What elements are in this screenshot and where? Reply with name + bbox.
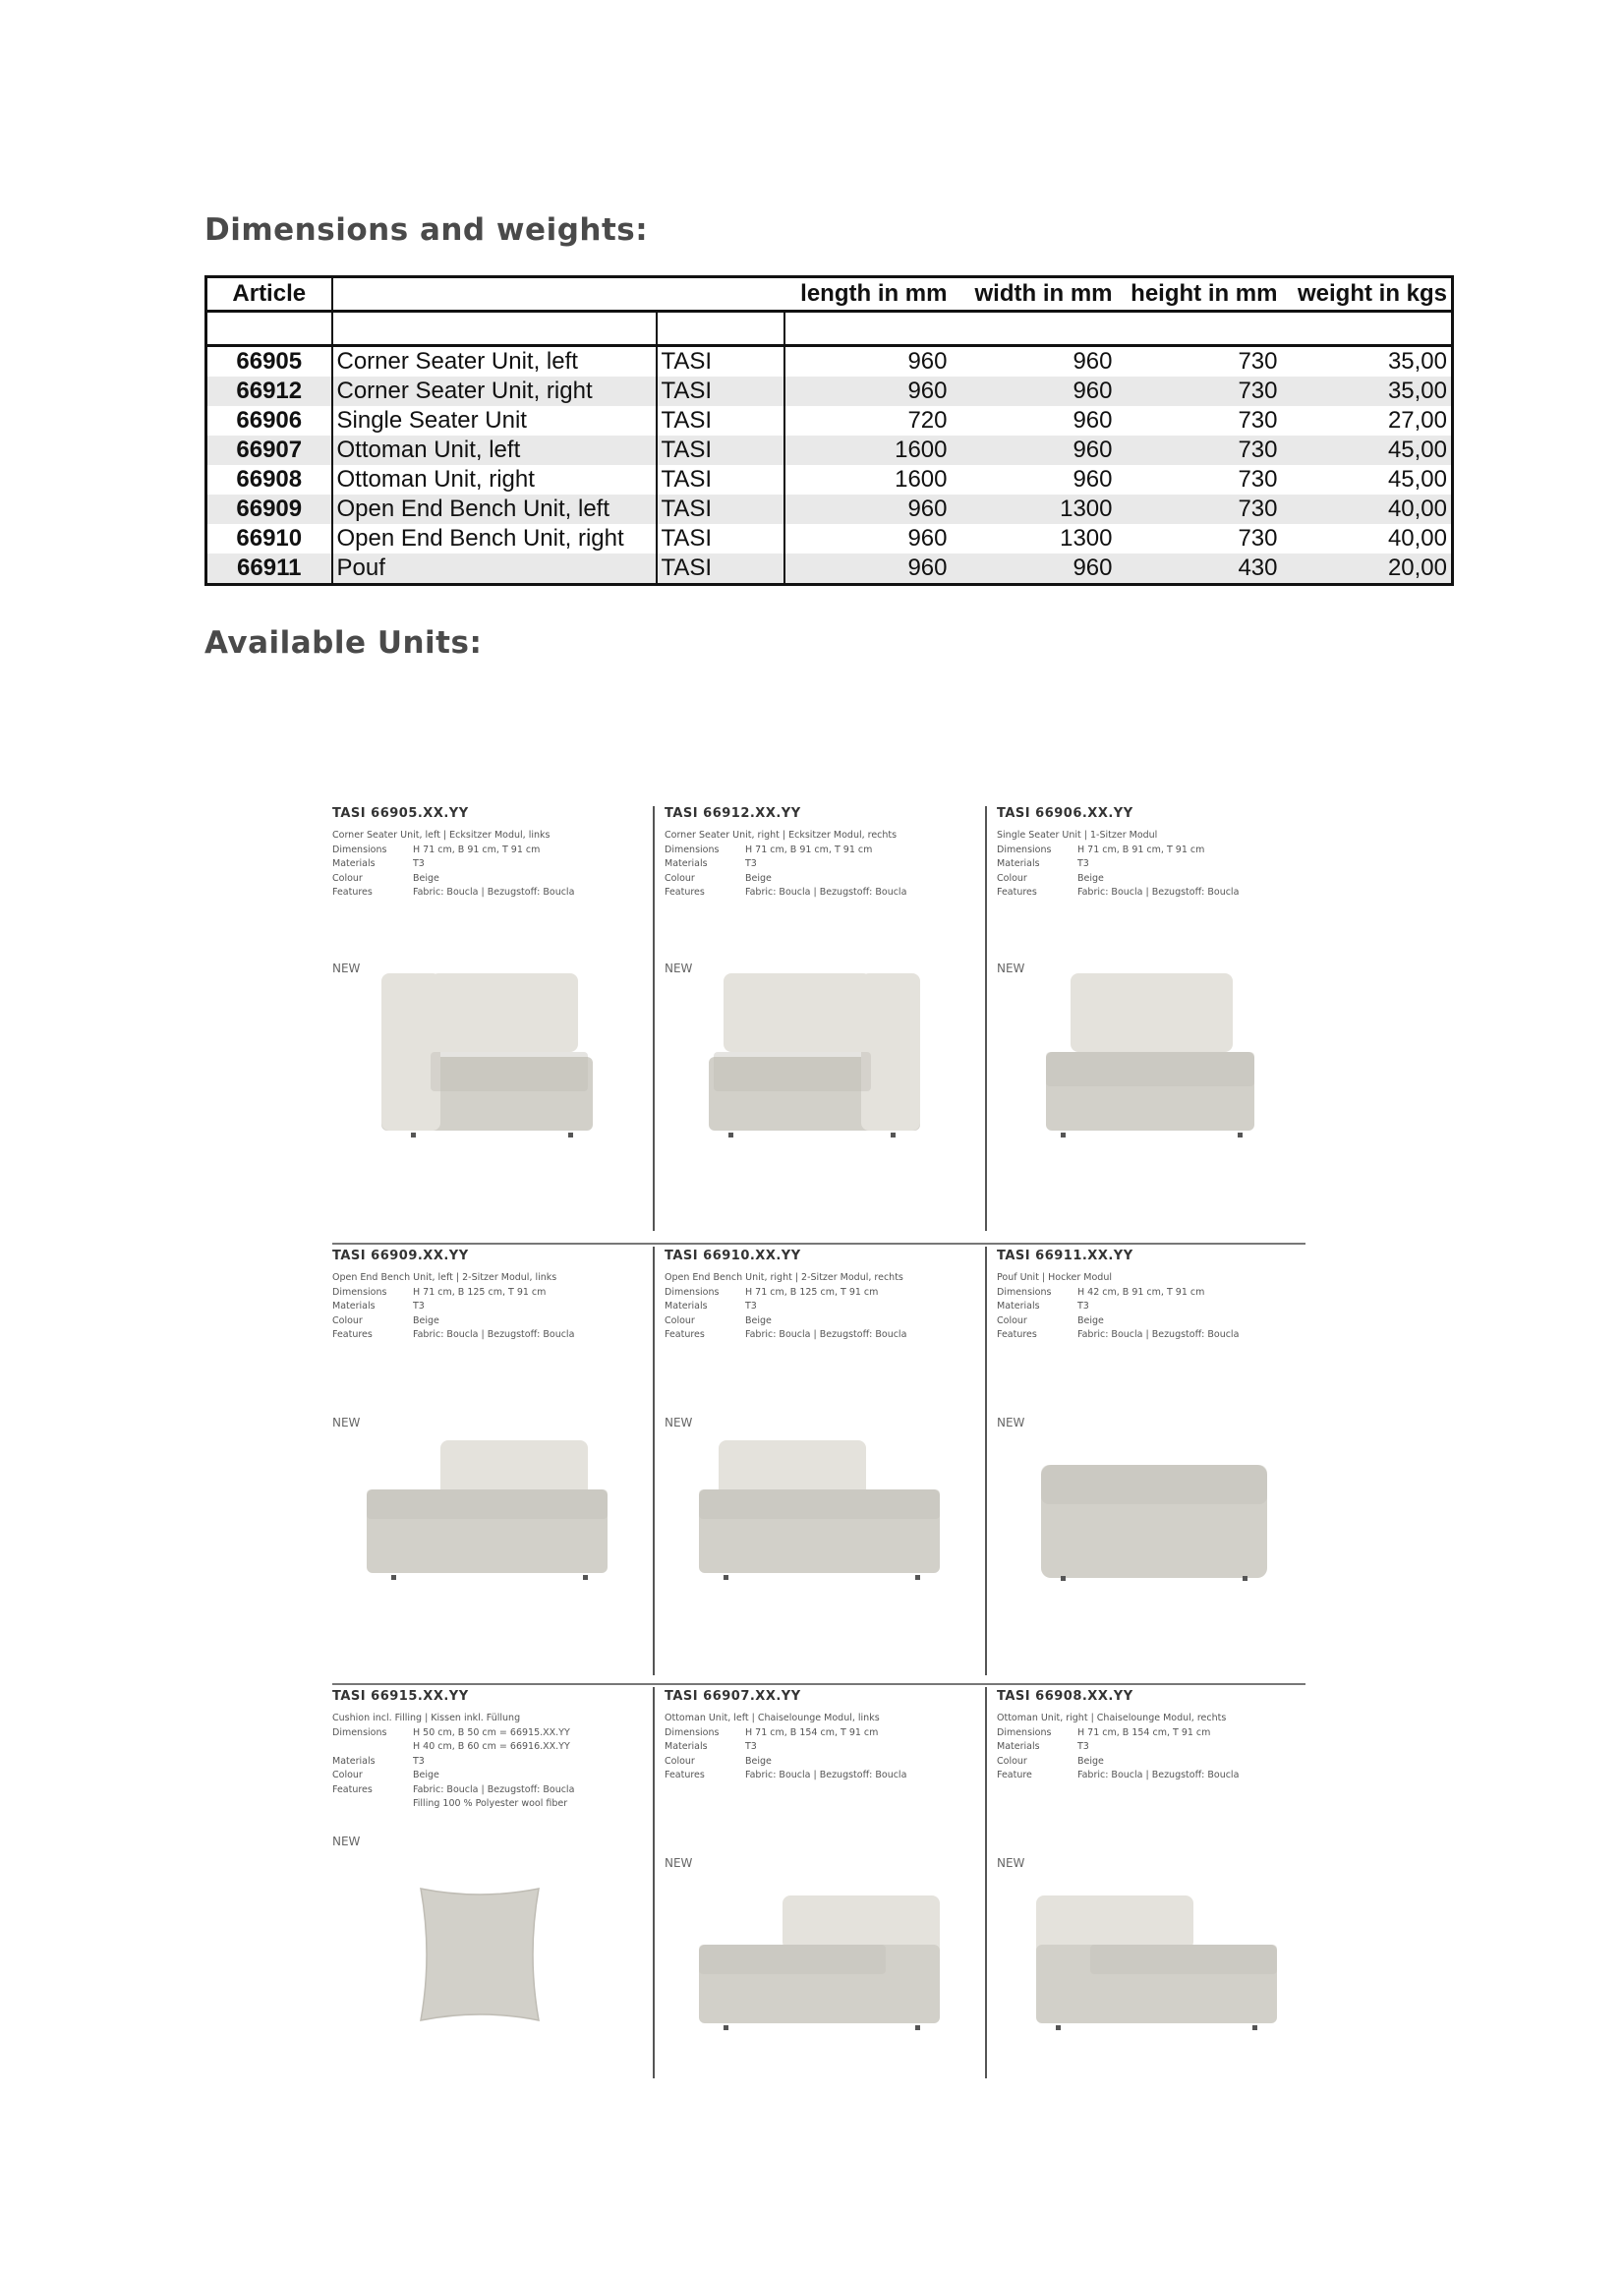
grid-divider (985, 806, 987, 1231)
cell-length: 960 (784, 554, 952, 585)
cell-series: TASI (657, 495, 784, 524)
spec-label: Colour (332, 1770, 363, 1780)
cell-width: 960 (952, 346, 1117, 378)
new-badge: NEW (665, 962, 693, 975)
spec-label: Materials (665, 858, 708, 869)
cell-series: TASI (657, 406, 784, 436)
cell-weight: 35,00 (1282, 346, 1453, 378)
unit-description: Cushion incl. Filling | Kissen inkl. Füllung (332, 1713, 521, 1723)
cell-weight: 27,00 (1282, 406, 1453, 436)
spec-label: Features (332, 1783, 373, 1795)
table-row (206, 554, 1453, 585)
spec-label: Materials (997, 1301, 1040, 1312)
unit-description: Ottoman Unit, right | Chaiselounge Modul, rechts (997, 1713, 1227, 1723)
cell-width: 960 (952, 554, 1117, 585)
product-image-pouf (1036, 1460, 1272, 1588)
cell-height: 730 (1117, 436, 1282, 465)
cell-name: Ottoman Unit, left (332, 436, 657, 465)
unit-specs (332, 1712, 645, 1812)
grid-divider (653, 1247, 655, 1675)
cell-series: TASI (657, 346, 784, 378)
spec-value: Fabric: Boucla | Bezugstoff: Boucla (1077, 1770, 1240, 1780)
cell-height: 730 (1117, 465, 1282, 495)
spec-label: Colour (665, 1755, 695, 1767)
product-image-ottoman-right (1026, 1891, 1282, 2038)
grid-divider (332, 1243, 1305, 1245)
spec-label: Materials (665, 1301, 708, 1312)
unit-description: Open End Bench Unit, left | 2-Sitzer Modul, links (332, 1272, 557, 1283)
unit-specs (665, 829, 977, 901)
cell-length: 960 (784, 346, 952, 378)
spec-label: Materials (665, 1741, 708, 1752)
cell-article: 66905 (206, 346, 332, 378)
cell-width: 960 (952, 406, 1117, 436)
grid-divider (332, 1683, 1305, 1685)
unit-card (997, 806, 1309, 1239)
unit-specs (665, 1271, 977, 1343)
grid-divider (985, 1687, 987, 2078)
spec-label: Dimensions (332, 1286, 387, 1298)
product-image-ottoman-left (694, 1891, 950, 2038)
cell-height: 730 (1117, 377, 1282, 406)
spec-value: Beige (745, 1314, 772, 1326)
product-image-single (1036, 963, 1262, 1150)
spec-label: Colour (332, 872, 363, 884)
spec-value: T3 (745, 858, 757, 869)
spec-label: Colour (997, 1314, 1027, 1326)
spec-label: Features (997, 887, 1037, 898)
blank-row (206, 312, 1453, 346)
unit-code: TASI 66908.XX.YY (997, 1689, 1133, 1704)
table-row (206, 346, 1453, 378)
cell-article: 66910 (206, 524, 332, 554)
cell-series: TASI (657, 465, 784, 495)
cell-width: 960 (952, 465, 1117, 495)
spec-value: Beige (413, 872, 439, 884)
product-image-bench-left (362, 1435, 617, 1593)
spec-value: Fabric: Boucla | Bezugstoff: Boucla (413, 887, 575, 898)
header-height: height in mm (1117, 277, 1282, 312)
new-badge: NEW (997, 1856, 1025, 1870)
cell-name: Pouf (332, 554, 657, 585)
spec-value: Fabric: Boucla | Bezugstoff: Boucla (413, 1329, 575, 1340)
unit-card (997, 1249, 1309, 1681)
cell-width: 1300 (952, 524, 1117, 554)
spec-value: T3 (1077, 858, 1089, 869)
spec-value: T3 (745, 1301, 757, 1312)
table-row (206, 465, 1453, 495)
spec-value: Beige (1077, 1314, 1104, 1326)
spec-label: Feature (997, 1770, 1032, 1780)
grid-divider (985, 1247, 987, 1675)
spec-label: Colour (665, 872, 695, 884)
new-badge: NEW (997, 962, 1025, 975)
cell-series: TASI (657, 436, 784, 465)
spec-value: Beige (413, 1770, 439, 1780)
new-badge: NEW (332, 962, 361, 975)
cell-weight: 20,00 (1282, 554, 1453, 585)
spec-label: Features (332, 887, 373, 898)
unit-card (665, 1689, 977, 2122)
cell-name: Corner Seater Unit, right (332, 377, 657, 406)
unit-description: Ottoman Unit, left | Chaiselounge Modul, links (665, 1713, 880, 1723)
new-badge: NEW (665, 1416, 693, 1429)
cell-series: TASI (657, 377, 784, 406)
spec-label: Materials (997, 858, 1040, 869)
spec-label: Dimensions (332, 1726, 387, 1738)
unit-specs (332, 829, 645, 901)
cell-name: Single Seater Unit (332, 406, 657, 436)
header-length: length in mm (784, 277, 952, 312)
cell-height: 730 (1117, 495, 1282, 524)
spec-value: Fabric: Boucla | Bezugstoff: Boucla (745, 1329, 907, 1340)
unit-code: TASI 66911.XX.YY (997, 1249, 1133, 1263)
spec-label: Dimensions (665, 1726, 720, 1738)
spec-label (332, 1797, 413, 1812)
dimensions-table (204, 275, 1454, 586)
spec-value: H 40 cm, B 60 cm = 66916.XX.YY (413, 1741, 570, 1752)
unit-code: TASI 66910.XX.YY (665, 1249, 801, 1263)
spec-label: Features (665, 1770, 705, 1780)
cell-article: 66909 (206, 495, 332, 524)
cell-width: 960 (952, 436, 1117, 465)
spec-label: Features (332, 1329, 373, 1340)
new-badge: NEW (997, 1416, 1025, 1429)
header-weight: weight in kgs (1282, 277, 1453, 312)
spec-value: Fabric: Boucla | Bezugstoff: Boucla (745, 1770, 907, 1780)
spec-value: H 71 cm, B 154 cm, T 91 cm (1077, 1726, 1211, 1738)
spec-label: Dimensions (997, 1286, 1052, 1298)
spec-label: Features (997, 1329, 1037, 1340)
header-name (332, 277, 657, 312)
spec-label: Dimensions (665, 844, 720, 855)
spec-value: Beige (745, 872, 772, 884)
spec-value: H 71 cm, B 91 cm, T 91 cm (1077, 844, 1205, 855)
cell-width: 1300 (952, 495, 1117, 524)
spec-value: Fabric: Boucla | Bezugstoff: Boucla (1077, 1329, 1240, 1340)
spec-label: Materials (332, 858, 376, 869)
spec-value: T3 (413, 1301, 425, 1312)
cell-name: Open End Bench Unit, right (332, 524, 657, 554)
unit-card (665, 1249, 977, 1681)
table-header-row (206, 277, 1453, 312)
spec-value: Beige (745, 1755, 772, 1767)
spec-value: Fabric: Boucla | Bezugstoff: Boucla (745, 887, 907, 898)
cell-weight: 40,00 (1282, 524, 1453, 554)
spec-value: T3 (745, 1741, 757, 1752)
spec-value: Beige (1077, 872, 1104, 884)
spec-value: H 71 cm, B 91 cm, T 91 cm (745, 844, 873, 855)
cell-length: 960 (784, 495, 952, 524)
unit-code: TASI 66905.XX.YY (332, 806, 469, 821)
spec-value: Filling 100 % Polyester wool fiber (413, 1798, 568, 1809)
spec-label: Features (665, 887, 705, 898)
spec-value: Fabric: Boucla | Bezugstoff: Boucla (1077, 887, 1240, 898)
cell-weight: 45,00 (1282, 465, 1453, 495)
spec-value: Beige (413, 1314, 439, 1326)
dimensions-title: Dimensions and weights: (204, 212, 649, 248)
spec-value: Beige (1077, 1755, 1104, 1767)
cell-length: 960 (784, 524, 952, 554)
spec-label: Materials (997, 1741, 1040, 1752)
cell-length: 1600 (784, 436, 952, 465)
unit-description: Corner Seater Unit, left | Ecksitzer Modul, links (332, 830, 551, 841)
spec-value: H 50 cm, B 50 cm = 66915.XX.YY (413, 1726, 570, 1738)
table-row (206, 524, 1453, 554)
grid-divider (653, 806, 655, 1231)
new-badge: NEW (332, 1835, 361, 1848)
unit-description: Single Seater Unit | 1-Sitzer Modul (997, 830, 1158, 841)
available-units-title: Available Units: (204, 625, 483, 661)
header-width: width in mm (952, 277, 1117, 312)
spec-label: Features (665, 1329, 705, 1340)
cell-weight: 40,00 (1282, 495, 1453, 524)
unit-specs (665, 1712, 977, 1783)
product-image-bench-right (694, 1435, 950, 1593)
cell-width: 960 (952, 377, 1117, 406)
units-catalog (332, 806, 1305, 2084)
spec-label: Materials (332, 1755, 376, 1767)
cell-height: 730 (1117, 406, 1282, 436)
unit-code: TASI 66907.XX.YY (665, 1689, 801, 1704)
unit-specs (997, 1712, 1309, 1783)
unit-code: TASI 66915.XX.YY (332, 1689, 469, 1704)
new-badge: NEW (332, 1416, 361, 1429)
new-badge: NEW (665, 1856, 693, 1870)
grid-divider (653, 1687, 655, 2078)
spec-label: Colour (332, 1314, 363, 1326)
cell-name: Corner Seater Unit, left (332, 346, 657, 378)
unit-description: Pouf Unit | Hocker Modul (997, 1272, 1112, 1283)
table-row (206, 436, 1453, 465)
cell-name: Open End Bench Unit, left (332, 495, 657, 524)
table-row (206, 495, 1453, 524)
spec-value: H 42 cm, B 91 cm, T 91 cm (1077, 1286, 1205, 1298)
unit-card (997, 1689, 1309, 2122)
spec-label: Dimensions (997, 844, 1052, 855)
cell-weight: 45,00 (1282, 436, 1453, 465)
product-image-corner-right (704, 963, 930, 1150)
cell-series: TASI (657, 554, 784, 585)
unit-code: TASI 66906.XX.YY (997, 806, 1133, 821)
spec-label: Dimensions (665, 1286, 720, 1298)
spec-label: Materials (332, 1301, 376, 1312)
unit-specs (997, 829, 1309, 901)
cell-height: 430 (1117, 554, 1282, 585)
cell-height: 730 (1117, 346, 1282, 378)
spec-value: T3 (413, 858, 425, 869)
cell-length: 720 (784, 406, 952, 436)
unit-description: Open End Bench Unit, right | 2-Sitzer Modul, rechts (665, 1272, 903, 1283)
spec-value: T3 (1077, 1741, 1089, 1752)
cell-length: 1600 (784, 465, 952, 495)
spec-label: Colour (997, 872, 1027, 884)
cell-article: 66912 (206, 377, 332, 406)
cell-height: 730 (1117, 524, 1282, 554)
unit-card (332, 1689, 645, 2122)
product-image-cushion (411, 1881, 549, 2028)
unit-card (665, 806, 977, 1239)
cell-article: 66911 (206, 554, 332, 585)
header-article: Article (206, 277, 332, 312)
spec-label (332, 1740, 413, 1755)
spec-label: Colour (997, 1755, 1027, 1767)
spec-label: Colour (665, 1314, 695, 1326)
table-row (206, 377, 1453, 406)
spec-value: T3 (1077, 1301, 1089, 1312)
cell-weight: 35,00 (1282, 377, 1453, 406)
unit-code: TASI 66909.XX.YY (332, 1249, 469, 1263)
unit-specs (332, 1271, 645, 1343)
unit-description: Corner Seater Unit, right | Ecksitzer Modul, rechts (665, 830, 898, 841)
spec-value: H 71 cm, B 125 cm, T 91 cm (745, 1286, 879, 1298)
cell-series: TASI (657, 524, 784, 554)
cell-name: Ottoman Unit, right (332, 465, 657, 495)
unit-card (332, 806, 645, 1239)
spec-value: H 71 cm, B 91 cm, T 91 cm (413, 844, 541, 855)
cell-article: 66908 (206, 465, 332, 495)
cell-article: 66906 (206, 406, 332, 436)
unit-card (332, 1249, 645, 1681)
table-row (206, 406, 1453, 436)
spec-label: Dimensions (332, 844, 387, 855)
spec-value: H 71 cm, B 154 cm, T 91 cm (745, 1726, 879, 1738)
spec-value: T3 (413, 1755, 425, 1767)
cell-article: 66907 (206, 436, 332, 465)
unit-specs (997, 1271, 1309, 1343)
spec-value: H 71 cm, B 125 cm, T 91 cm (413, 1286, 547, 1298)
header-series (657, 277, 784, 312)
product-image-corner-left (372, 963, 598, 1150)
spec-value: Fabric: Boucla | Bezugstoff: Boucla (413, 1783, 575, 1795)
spec-label: Dimensions (997, 1726, 1052, 1738)
unit-code: TASI 66912.XX.YY (665, 806, 801, 821)
cell-length: 960 (784, 377, 952, 406)
